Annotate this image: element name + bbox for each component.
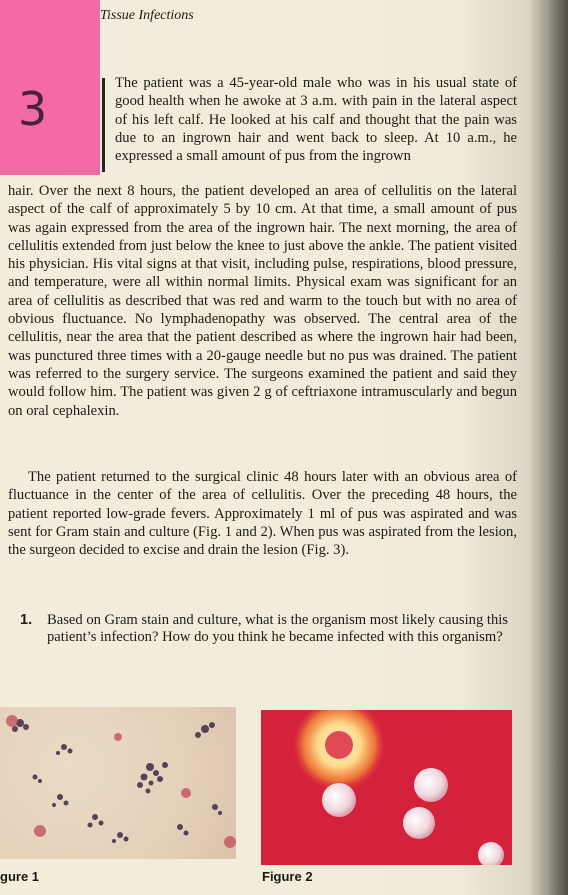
case-paragraph-2: [8, 468, 517, 559]
sticky-note: [0, 0, 100, 175]
case-paragraph-1-text: hair. Over the next 8 hours, the patient developed an area of cellulitis on the lateral aspect of the calf of approximately 5 by 10 cm. At that time, a small amount of pus was again expressed from the area of the ingrown hair. The next morning, the area of cellulitis extended from just below the knee to just above the ankle. The patient visited his physician. His vital signs at that visit, including pulse, respirations, blood pressure, and temperature, were all within normal limits. Physical exam was significant for an area of cellulitis as described that was red and warm to the touch but with no area of obvious fluctuance. No lymphadenopathy was observed. The central area of the cellulitis, near the area that the patient described as where the ingrown hair had been, was punctured three times with a 20-gauge needle but no pus was drained. The patient was referred to the surgery service. The surgeons examined the patient and said they would follow him. The patient was given 2 g of ceftriaxone intramuscularly and begun on oral cephalexin.: [8, 183, 517, 419]
gram-stain-micrograph: [0, 707, 236, 859]
running-header: Tissue Infections: [100, 8, 194, 23]
case-intro: [115, 74, 517, 165]
figure-2-caption: Figure 2: [262, 869, 313, 884]
figure-2-culture-plate-image: [261, 710, 512, 865]
question-number: 1.: [20, 612, 33, 628]
blood-agar-plate: [261, 710, 512, 865]
case-intro-paragraph: The patient was a 45-year-old male who was in his usual state of good health when he awoke at 3 a.m. with pain in the lateral aspect of his left calf. He looked at his calf and thought that the pain was due to an ingrown hair and went back to sleep. At 10 a.m., he expressed a small amount of pus from the ingrown: [115, 75, 517, 165]
case-number-rule: [102, 78, 105, 172]
case-paragraph-1: [8, 182, 517, 420]
book-spine-shadow: [530, 0, 568, 895]
figure-1-caption: gure 1: [0, 869, 40, 884]
question-text: Based on Gram stain and culture, what is the organism most likely causing this patient’s infection? How do you think he became infected with this organism?: [47, 612, 508, 645]
sticky-note-mark: 3: [18, 82, 48, 136]
case-paragraph-2-text: The patient returned to the surgical clinic 48 hours later with an obvious area of fluctuance in the center of the area of cellulitis. Over the preceding 48 hours, the patient reported low-grade fevers. Approximately 1 ml of pus was aspirated and was sent for Gram stain and culture (Fig. 1 and 2). When pus was aspirated from the lesion, the surgeon decided to excise and drain the lesion (Fig. 3).: [8, 469, 517, 559]
figure-1-gram-stain-image: [0, 707, 236, 859]
